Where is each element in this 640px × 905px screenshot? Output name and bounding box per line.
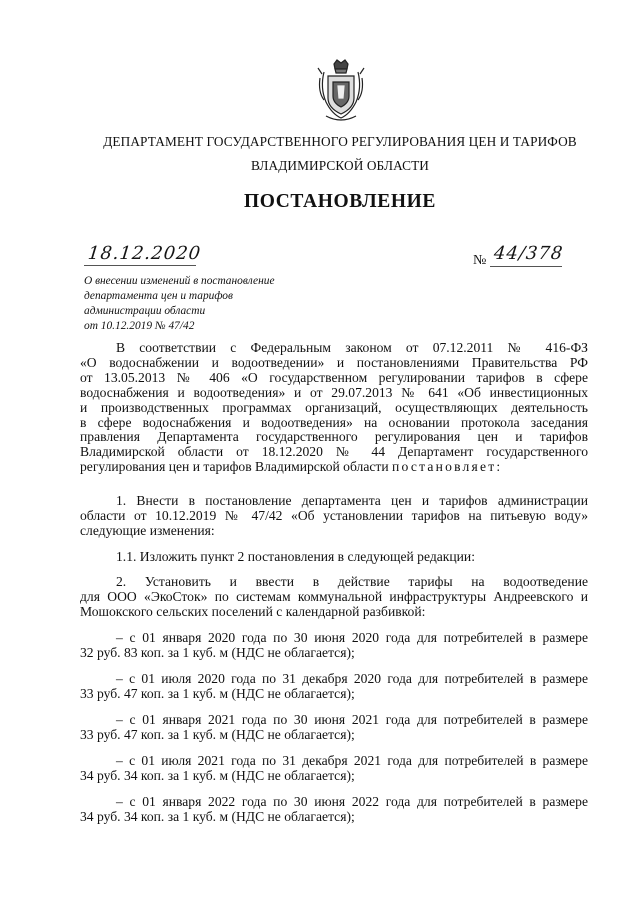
text-line: Владимирской области от 18.12.2020 № 44 Департамент государственного [80, 444, 588, 460]
decree-word: постановляет: [392, 459, 503, 475]
department-name-line1: ДЕПАРТАМЕНТ ГОСУДАРСТВЕННОГО РЕГУЛИРОВАНИЯ ЦЕН И ТАРИФОВ [103, 134, 577, 149]
text-line: 33 руб. 47 коп. за 1 куб. м (НДС не облагается); [80, 685, 355, 701]
document-type-title: ПОСТАНОВЛЕНИЕ [243, 191, 437, 212]
text-line: – с 01 июля 2020 года по 31 декабря 2020 года для потребителей в размере [116, 671, 588, 686]
coat-of-arms-emblem [316, 58, 366, 124]
text-line: Мошокского сельских поселений с календарной разбивкой: [80, 603, 426, 619]
date-underline [84, 265, 196, 266]
text-line: водоснабжения и водоотведения» и от 29.07.2013 № 641 «Об инвестиционных [80, 384, 588, 400]
document-date: 18.12.2020 [86, 243, 203, 264]
text-line: 1. Внести в постановление департамента цен и тарифов администрации [116, 493, 588, 508]
tariff-item [80, 795, 588, 825]
document-subject [84, 274, 344, 334]
text-line: В соответствии с Федеральным законом от 07.12.2011 № 416-ФЗ [116, 340, 588, 355]
department-name-line2: ВЛАДИМИРСКОЙ ОБЛАСТИ [250, 158, 430, 173]
text-line: области от 10.12.2019 № 47/42 «Об установлении тарифов на питьевую воду» [80, 507, 588, 523]
text-line: для ООО «ЭкоСток» по системам коммунальной инфраструктуры Андреевского и [80, 588, 588, 604]
tariff-item [80, 713, 588, 743]
text-line: – с 01 января 2022 года по 30 июня 2022 года для потребителей в размере [116, 794, 588, 809]
subject-line: департамента цен и тарифов [84, 290, 233, 302]
text-line: от 13.05.2013 № 406 «О государственном регулировании тарифов в сфере [80, 369, 588, 385]
subject-line: О внесении изменений в постановление [84, 275, 275, 287]
text-line: – с 01 июля 2021 года по 31 декабря 2021 года для потребителей в размере [116, 753, 588, 768]
text-line: следующие изменения: [80, 522, 215, 538]
document-number: 44/378 [492, 243, 565, 264]
text-line: 1.1. Изложить пункт 2 постановления в следующей редакции: [116, 549, 475, 564]
tariff-item [80, 754, 588, 784]
number-underline [490, 266, 562, 267]
tariff-item [80, 672, 588, 702]
clause-2-paragraph [80, 575, 588, 620]
number-sign: № [473, 253, 487, 268]
subject-line: администрации области [84, 305, 206, 317]
text-line: – с 01 января 2020 года по 30 июня 2020 года для потребителей в размере [116, 630, 588, 645]
text-fragment: регулирования цен и тарифов Владимирской области [80, 459, 389, 475]
clause-1-1-paragraph [80, 550, 588, 565]
text-line: 2. Установить и ввести в действие тарифы на водоотведение [116, 574, 588, 589]
text-line: и производственных программах организаций, осуществляющих деятельность [80, 399, 588, 415]
text-line: в сфере водоснабжения и водоотведения» на основании протокола заседания [80, 414, 588, 430]
preamble-paragraph [80, 341, 588, 475]
text-line: 34 руб. 34 коп. за 1 куб. м (НДС не облагается); [80, 767, 355, 783]
text-line: 34 руб. 34 коп. за 1 куб. м (НДС не облагается); [80, 808, 355, 824]
tariff-item [80, 631, 588, 661]
text-line: «О водоснабжении и водоотведении» и постановлениями Правительства РФ [80, 354, 588, 370]
text-line: правления Департамента государственного регулирования цен и тарифов [80, 429, 588, 445]
text-line: 32 руб. 83 коп. за 1 куб. м (НДС не облагается); [80, 644, 355, 660]
text-line: – с 01 января 2021 года по 30 июня 2021 года для потребителей в размере [116, 712, 588, 727]
text-line: 33 руб. 47 коп. за 1 куб. м (НДС не облагается); [80, 726, 355, 742]
clause-1-paragraph [80, 494, 588, 539]
text-line [80, 460, 588, 475]
subject-line: от 10.12.2019 № 47/42 [84, 320, 195, 332]
